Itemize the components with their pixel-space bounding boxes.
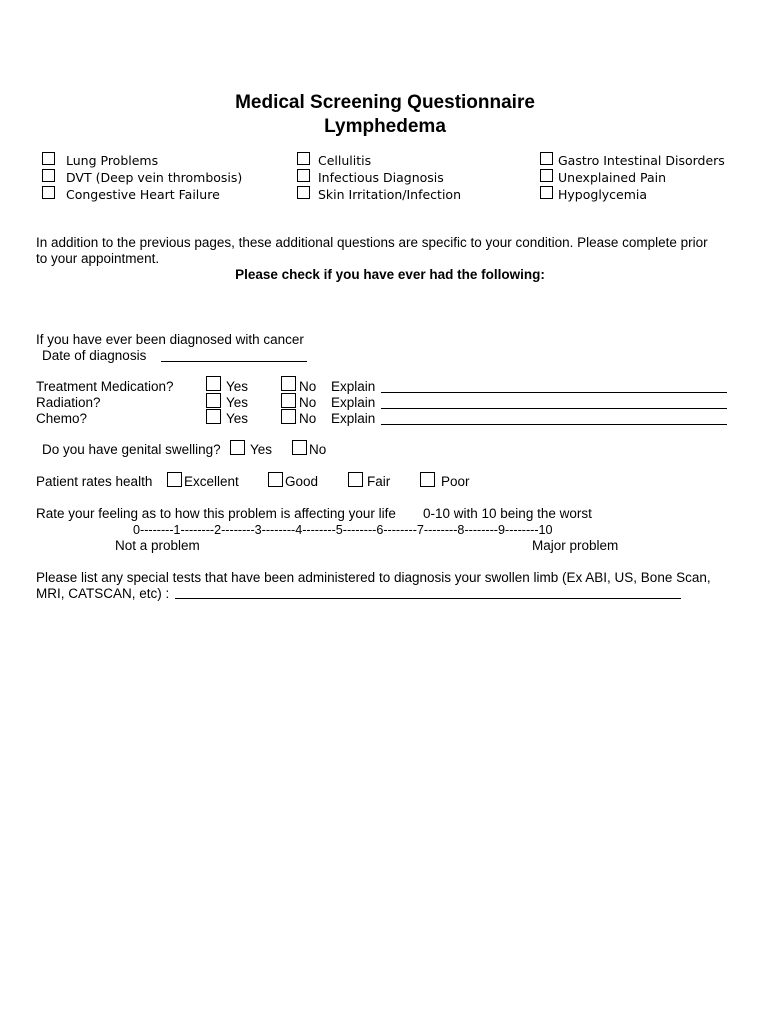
treatment-yes-label: Yes bbox=[226, 379, 249, 394]
radiation-explain-field[interactable] bbox=[381, 408, 727, 409]
special-tests-field[interactable] bbox=[175, 598, 681, 599]
treatment-no-checkbox[interactable] bbox=[281, 376, 296, 391]
condition-skin-irritation[interactable] bbox=[297, 186, 517, 203]
radiation-explain-label: Explain bbox=[331, 395, 376, 410]
condition-label: Gastro Intestinal Disorders bbox=[558, 153, 725, 168]
condition-unexplained-pain[interactable] bbox=[540, 169, 760, 186]
cancer-question: If you have ever been diagnosed with cancer bbox=[36, 332, 304, 347]
chemo-explain-label: Explain bbox=[331, 411, 376, 426]
chemo-explain-field[interactable] bbox=[381, 424, 727, 425]
chemo-no-checkbox[interactable] bbox=[281, 409, 296, 424]
condition-label: DVT (Deep vein thrombosis) bbox=[66, 170, 243, 185]
intro-text-line1: In addition to the previous pages, these additional questions are specific to your condition. Please complete prior bbox=[36, 235, 708, 250]
form-subtitle: Lymphedema bbox=[324, 116, 446, 137]
chemo-label: Chemo? bbox=[36, 411, 88, 426]
checkbox[interactable] bbox=[42, 169, 55, 182]
condition-label: Infectious Diagnosis bbox=[318, 170, 444, 185]
chemo-no-label: No bbox=[299, 411, 317, 426]
scale-high-label: Major problem bbox=[532, 538, 619, 553]
treatment-medication-label: Treatment Medication? bbox=[36, 379, 174, 394]
intro-text-line2: to your appointment. bbox=[36, 251, 160, 266]
scale-question: Rate your feeling as to how this problem is affecting your life bbox=[36, 506, 396, 521]
checkbox[interactable] bbox=[540, 186, 553, 199]
radiation-label: Radiation? bbox=[36, 395, 101, 410]
special-tests-question-line1: Please list any special tests that have been administered to diagnosis your swollen limb (Ex ABI, US, Bone Scan, bbox=[36, 570, 711, 585]
checkbox[interactable] bbox=[540, 169, 553, 182]
treatment-explain-field[interactable] bbox=[381, 392, 727, 393]
health-fair-label: Fair bbox=[367, 474, 391, 489]
health-poor-checkbox[interactable] bbox=[420, 472, 435, 487]
condition-label: Hypoglycemia bbox=[558, 187, 648, 202]
condition-gastro-intestinal[interactable] bbox=[540, 152, 760, 169]
radiation-no-label: No bbox=[299, 395, 317, 410]
scale-line[interactable]: 0--------1--------2--------3--------4--------5--------6--------7--------8--------9--------10 bbox=[133, 523, 553, 537]
chemo-yes-checkbox[interactable] bbox=[206, 409, 221, 424]
condition-dvt[interactable] bbox=[42, 169, 282, 186]
genital-swelling-question: Do you have genital swelling? bbox=[42, 442, 221, 457]
checkbox[interactable] bbox=[42, 152, 55, 165]
scale-low-label: Not a problem bbox=[115, 538, 200, 553]
scale-range-note: 0-10 with 10 being the worst bbox=[423, 506, 592, 521]
checkbox[interactable] bbox=[297, 152, 310, 165]
health-excellent-label: Excellent bbox=[184, 474, 239, 489]
chemo-yes-label: Yes bbox=[226, 411, 249, 426]
condition-infectious-diagnosis[interactable] bbox=[297, 169, 517, 186]
health-fair-checkbox[interactable] bbox=[348, 472, 363, 487]
checkbox[interactable] bbox=[297, 169, 310, 182]
checkbox[interactable] bbox=[42, 186, 55, 199]
condition-label: Congestive Heart Failure bbox=[66, 187, 220, 202]
treatment-explain-label: Explain bbox=[331, 379, 376, 394]
genital-yes-label: Yes bbox=[250, 442, 273, 457]
date-of-diagnosis-field[interactable] bbox=[161, 361, 307, 362]
health-poor-label: Poor bbox=[441, 474, 470, 489]
condition-lung-problems[interactable] bbox=[42, 152, 282, 169]
condition-label: Cellulitis bbox=[318, 153, 372, 168]
form-title: Medical Screening Questionnaire bbox=[235, 92, 535, 113]
radiation-yes-checkbox[interactable] bbox=[206, 393, 221, 408]
condition-label: Skin Irritation/Infection bbox=[318, 187, 461, 202]
checkbox[interactable] bbox=[540, 152, 553, 165]
radiation-no-checkbox[interactable] bbox=[281, 393, 296, 408]
date-of-diagnosis-label: Date of diagnosis bbox=[42, 348, 147, 363]
condition-label: Unexplained Pain bbox=[558, 170, 667, 185]
health-good-label: Good bbox=[285, 474, 319, 489]
condition-hypoglycemia[interactable] bbox=[540, 186, 760, 203]
genital-no-label: No bbox=[309, 442, 327, 457]
treatment-yes-checkbox[interactable] bbox=[206, 376, 221, 391]
radiation-yes-label: Yes bbox=[226, 395, 249, 410]
genital-no-checkbox[interactable] bbox=[292, 440, 307, 455]
health-rating-label: Patient rates health bbox=[36, 474, 153, 489]
condition-cellulitis[interactable] bbox=[297, 152, 517, 169]
special-tests-question-line2: MRI, CATSCAN, etc) : bbox=[36, 586, 170, 601]
genital-yes-checkbox[interactable] bbox=[230, 440, 245, 455]
checkbox[interactable] bbox=[297, 186, 310, 199]
condition-congestive-heart-failure[interactable] bbox=[42, 186, 282, 203]
treatment-no-label: No bbox=[299, 379, 317, 394]
health-excellent-checkbox[interactable] bbox=[167, 472, 182, 487]
health-good-checkbox[interactable] bbox=[268, 472, 283, 487]
condition-label: Lung Problems bbox=[66, 153, 159, 168]
instruction-heading: Please check if you have ever had the following: bbox=[235, 267, 545, 282]
